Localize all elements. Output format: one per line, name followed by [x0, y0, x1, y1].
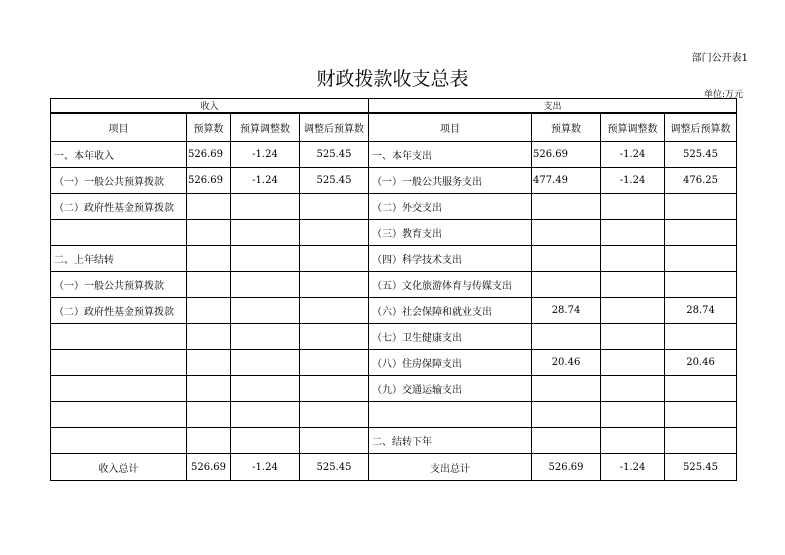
income-after: 525.45: [300, 142, 369, 168]
expense-adjust: [601, 194, 665, 220]
expense-item: （二）外交支出: [369, 194, 532, 220]
expense-total-budget: 526.69: [532, 454, 601, 481]
income-after: [300, 246, 369, 272]
expense-total-after: 525.45: [665, 454, 737, 481]
expense-budget: 28.74: [532, 298, 601, 324]
income-item: 一、本年收入: [51, 142, 187, 168]
unit-label: 单位:万元: [703, 90, 743, 100]
income-item: （一）一般公共预算拨款: [51, 168, 187, 194]
expense-after: [665, 220, 737, 246]
column-header-row: [51, 113, 737, 142]
income-item: （一）一般公共预算拨款: [51, 272, 187, 298]
income-budget: [187, 194, 231, 220]
expense-after: 20.46: [665, 350, 737, 376]
col-header-income-after: 调整后预算数: [300, 113, 369, 142]
income-after: [300, 194, 369, 220]
table-row: [51, 168, 737, 194]
income-budget: 526.69: [187, 168, 231, 194]
income-budget: [187, 298, 231, 324]
expense-adjust: [601, 376, 665, 402]
expense-total-adjust: -1.24: [601, 454, 665, 481]
table-row: [51, 376, 737, 402]
expense-budget: [532, 272, 601, 298]
income-adjust: [231, 324, 300, 350]
income-after: 525.45: [300, 168, 369, 194]
income-adjust: [231, 428, 300, 454]
income-adjust: [231, 350, 300, 376]
col-header-income-item: 项目: [51, 113, 187, 142]
col-header-income-adjust: 预算调整数: [231, 113, 300, 142]
income-adjust: [231, 376, 300, 402]
income-item: （二）政府性基金预算拨款: [51, 298, 187, 324]
expense-budget: 20.46: [532, 350, 601, 376]
income-budget: [187, 220, 231, 246]
income-after: [300, 350, 369, 376]
income-total-after: 525.45: [300, 454, 369, 481]
expense-item: [369, 402, 532, 428]
income-item: [51, 376, 187, 402]
expense-adjust: [601, 324, 665, 350]
income-adjust: [231, 272, 300, 298]
expense-adjust: [601, 246, 665, 272]
income-item: [51, 350, 187, 376]
group-header-row: [51, 99, 737, 114]
income-after: [300, 376, 369, 402]
income-item: （二）政府性基金预算拨款: [51, 194, 187, 220]
expense-item: （三）教育支出: [369, 220, 532, 246]
income-item: [51, 402, 187, 428]
income-adjust: [231, 246, 300, 272]
expense-after: [665, 376, 737, 402]
expense-after: [665, 402, 737, 428]
income-group-header: 收入: [51, 99, 369, 114]
expense-budget: [532, 220, 601, 246]
table-row: [51, 324, 737, 350]
expense-item: （五）文化旅游体育与传媒支出: [369, 272, 532, 298]
col-header-expense-adjust: 预算调整数: [601, 113, 665, 142]
expense-item: 二、结转下年: [369, 428, 532, 454]
expense-total-label: 支出总计: [369, 454, 532, 481]
table-row: [51, 194, 737, 220]
col-header-expense-after: 调整后预算数: [665, 113, 737, 142]
col-header-income-budget: 预算数: [187, 113, 231, 142]
expense-after: [665, 428, 737, 454]
income-adjust: -1.24: [231, 142, 300, 168]
income-after: [300, 298, 369, 324]
table-row: [51, 402, 737, 428]
income-adjust: -1.24: [231, 168, 300, 194]
income-total-budget: 526.69: [187, 454, 231, 481]
page-title: 财政拨款收支总表: [316, 68, 469, 90]
expense-after: 28.74: [665, 298, 737, 324]
expense-budget: [532, 376, 601, 402]
expense-budget: [532, 324, 601, 350]
col-header-expense-item: 项目: [369, 113, 532, 142]
expense-budget: 526.69: [532, 142, 601, 168]
income-adjust: [231, 194, 300, 220]
expense-after: [665, 272, 737, 298]
expense-item: （六）社会保障和就业支出: [369, 298, 532, 324]
table-row: [51, 142, 737, 168]
income-after: [300, 324, 369, 350]
budget-table: [50, 98, 737, 481]
income-adjust: [231, 298, 300, 324]
income-after: [300, 220, 369, 246]
expense-adjust: [601, 298, 665, 324]
expense-budget: [532, 246, 601, 272]
expense-budget: 477.49: [532, 168, 601, 194]
expense-after: [665, 246, 737, 272]
expense-budget: [532, 194, 601, 220]
expense-adjust: -1.24: [601, 142, 665, 168]
expense-adjust: [601, 220, 665, 246]
expense-after: [665, 324, 737, 350]
expense-after: 525.45: [665, 142, 737, 168]
expense-budget: [532, 402, 601, 428]
income-budget: [187, 272, 231, 298]
income-after: [300, 402, 369, 428]
income-budget: [187, 246, 231, 272]
income-after: [300, 428, 369, 454]
col-header-expense-budget: 预算数: [532, 113, 601, 142]
expense-item: （四）科学技术支出: [369, 246, 532, 272]
income-item: [51, 324, 187, 350]
income-item: 二、上年结转: [51, 246, 187, 272]
table-row: [51, 220, 737, 246]
table-row: [51, 298, 737, 324]
income-item: [51, 220, 187, 246]
table-row: [51, 272, 737, 298]
expense-adjust: [601, 428, 665, 454]
table-number: 部门公开表1: [691, 53, 748, 64]
expense-adjust: -1.24: [601, 168, 665, 194]
expense-item: （八）住房保障支出: [369, 350, 532, 376]
expense-item: （七）卫生健康支出: [369, 324, 532, 350]
expense-item: （一）一般公共服务支出: [369, 168, 532, 194]
expense-budget: [532, 428, 601, 454]
income-total-label: 收入总计: [51, 454, 187, 481]
expense-group-header: 支出: [369, 99, 737, 114]
income-budget: [187, 324, 231, 350]
expense-adjust: [601, 272, 665, 298]
income-budget: [187, 428, 231, 454]
table-row: [51, 350, 737, 376]
income-after: [300, 272, 369, 298]
income-adjust: [231, 220, 300, 246]
income-total-adjust: -1.24: [231, 454, 300, 481]
table-row: [51, 246, 737, 272]
income-budget: [187, 402, 231, 428]
expense-after: 476.25: [665, 168, 737, 194]
totals-row: [51, 454, 737, 481]
income-item: [51, 428, 187, 454]
income-budget: [187, 376, 231, 402]
expense-adjust: [601, 402, 665, 428]
expense-item: 一、本年支出: [369, 142, 532, 168]
income-adjust: [231, 402, 300, 428]
income-budget: [187, 350, 231, 376]
income-budget: 526.69: [187, 142, 231, 168]
expense-item: （九）交通运输支出: [369, 376, 532, 402]
table-row: [51, 428, 737, 454]
expense-after: [665, 194, 737, 220]
expense-adjust: [601, 350, 665, 376]
